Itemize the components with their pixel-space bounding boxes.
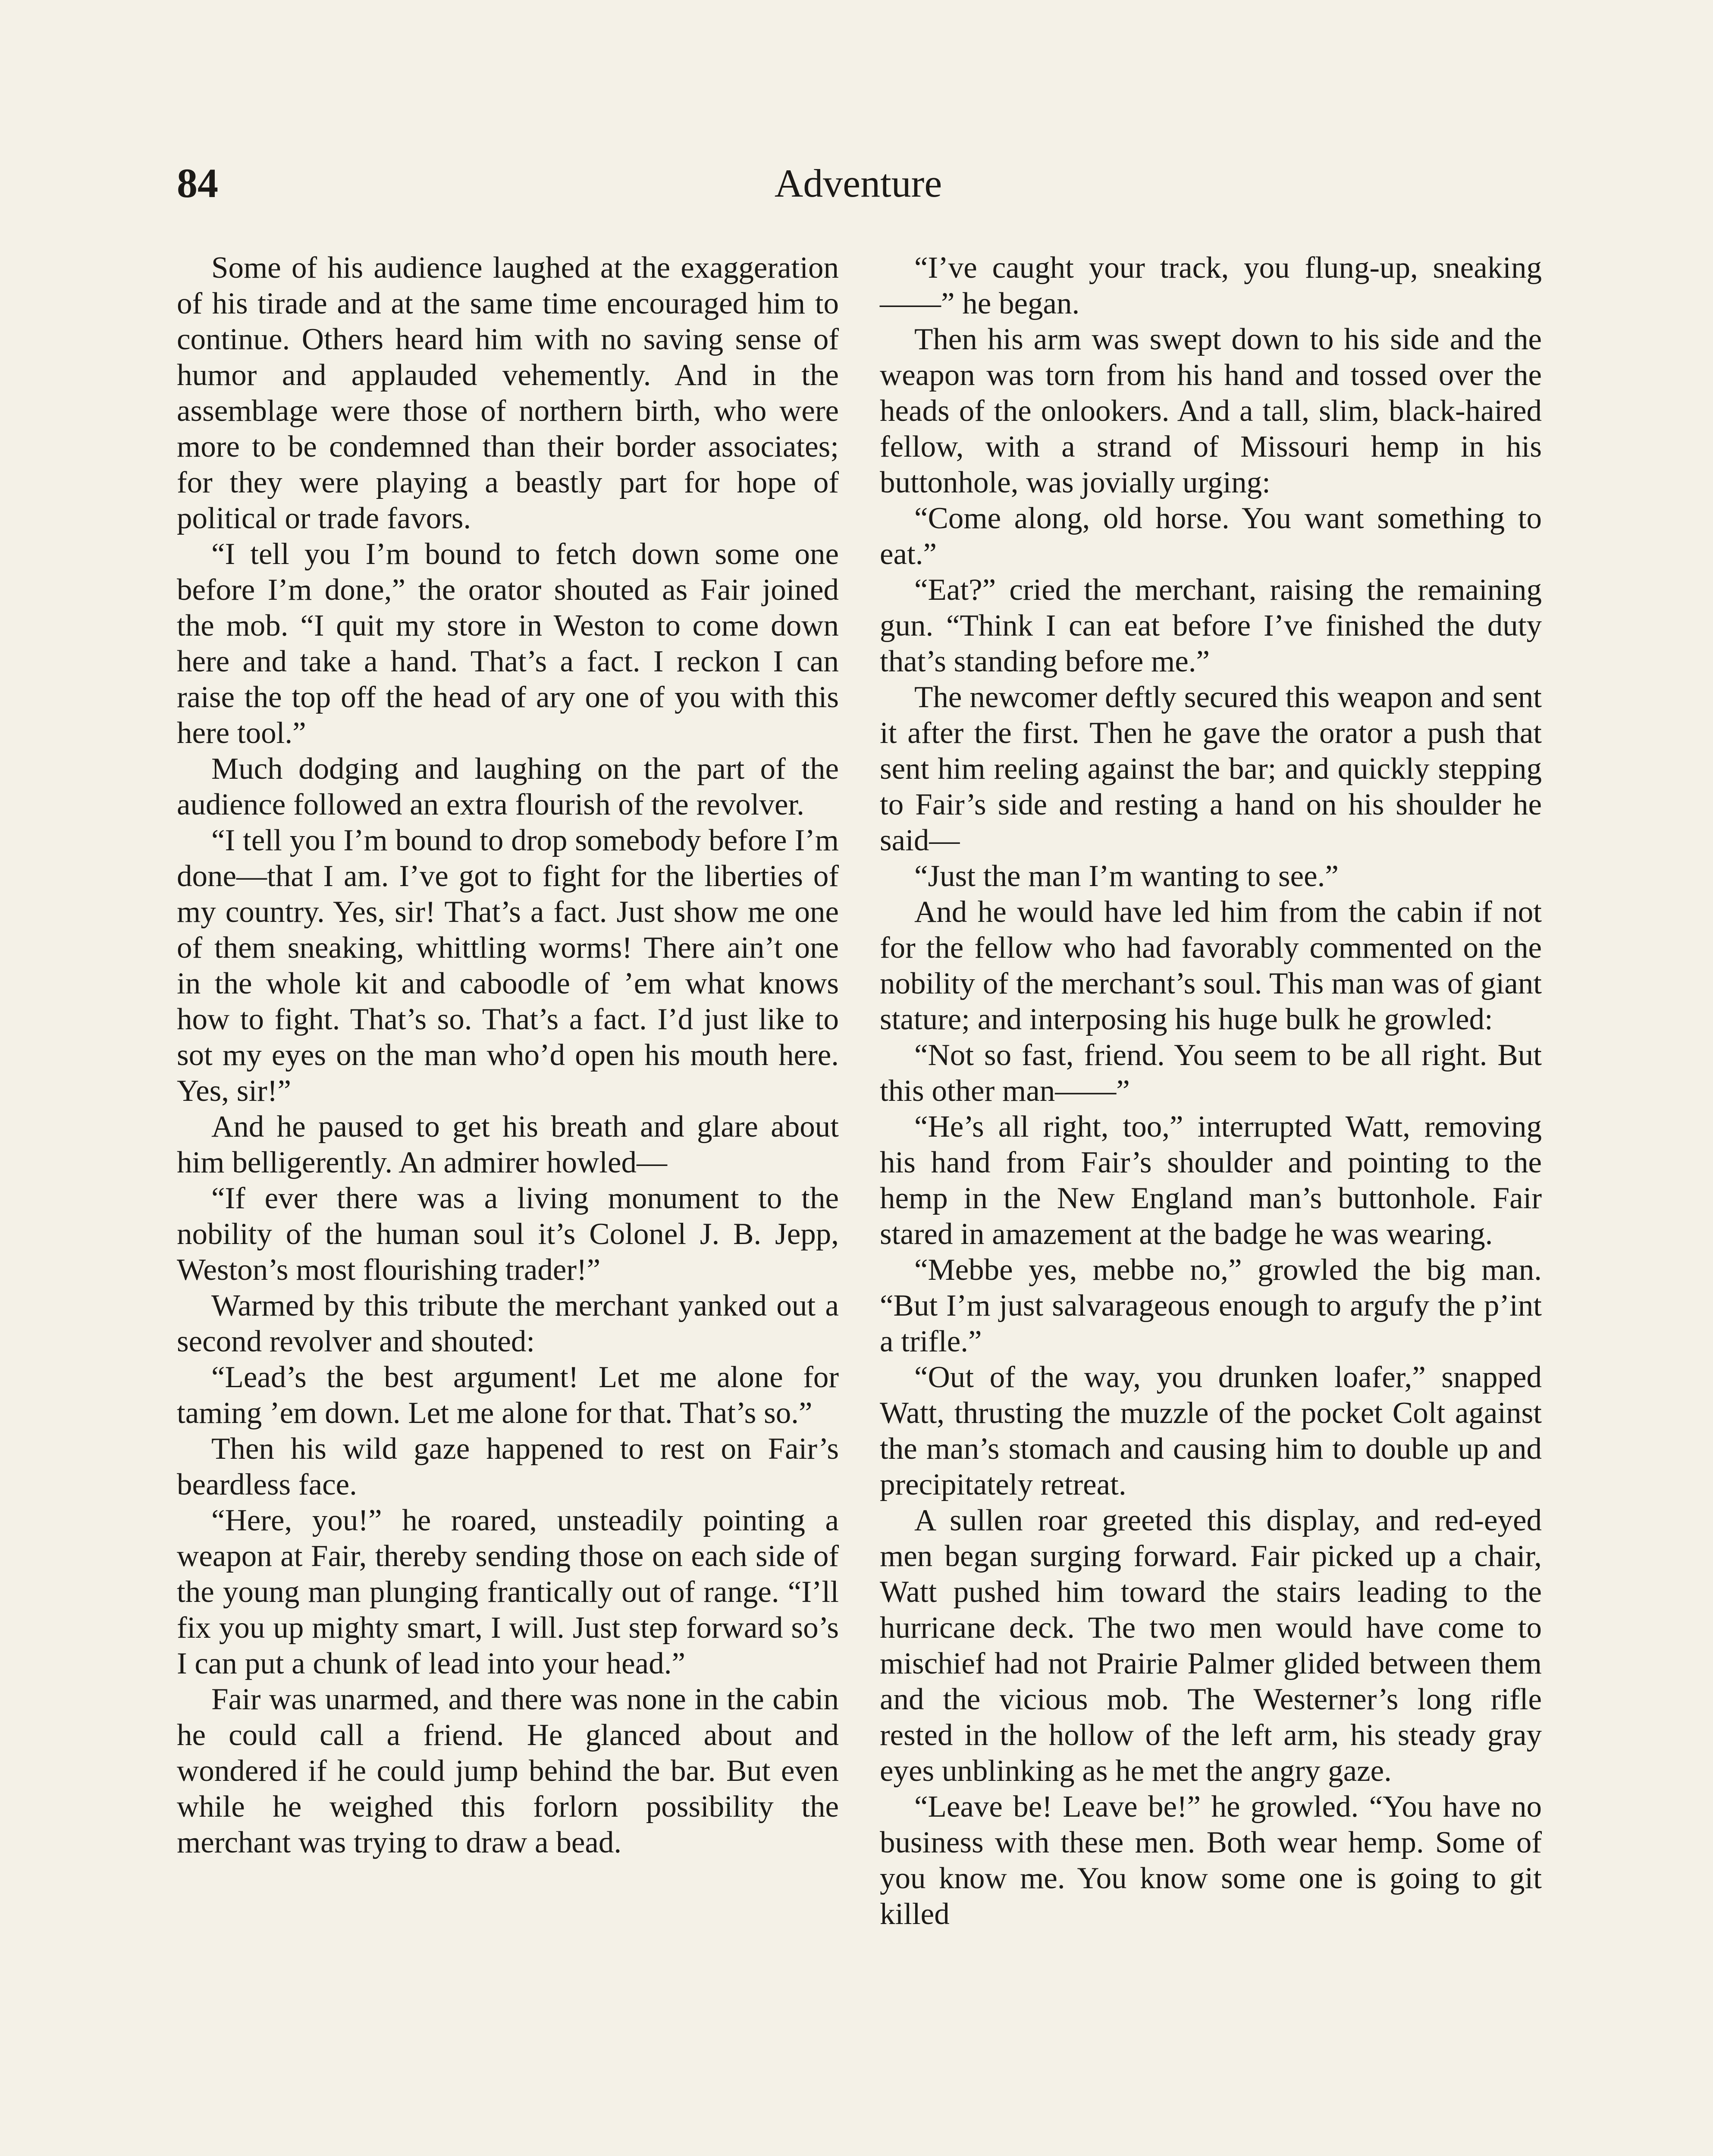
page-header: [177, 160, 1540, 207]
left-column: [177, 250, 839, 1861]
paragraph: “If ever there was a living monument to the nobility of the human soul it’s Colonel J. B. Jepp, Weston’s most flourishing trader!”: [177, 1181, 839, 1287]
paragraph: “He’s all right, too,” interrupted Watt, removing his hand from Fair’s shoulder and pointing to the hemp in the New England man’s buttonhole. Fair stared in amazement at the badge he was wearing.: [880, 1110, 1542, 1251]
paragraph: The newcomer deftly secured this weapon and sent it after the first. Then he gave the orator a push that sent him reeling against the bar; and quickly stepping to Fair’s side and resting a hand on his shoulder he said—: [880, 680, 1542, 857]
paragraph: “Lead’s the best argument! Let me alone for taming ’em down. Let me alone for that. That’s so.”: [177, 1360, 839, 1430]
paragraph: “Leave be! Leave be!” he growled. “You have no business with these men. Both wear hemp. Some of you know me. You know some one is going to git killed: [880, 1790, 1542, 1931]
paragraph: Warmed by this tribute the merchant yanked out a second revolver and shouted:: [177, 1289, 839, 1358]
running-title: Adventure: [774, 161, 942, 205]
paragraph: “I’ve caught your track, you flung-up, sneaking ——” he began.: [880, 251, 1542, 320]
paragraph: “Here, you!” he roared, unsteadily pointing a weapon at Fair, thereby sending those on each side of the young man plunging frantically out of range. “I’ll fix you up mighty smart, I will. Just step forward so’s I can put a chunk of lead into your head.”: [177, 1504, 839, 1680]
paragraph: “Not so fast, friend. You seem to be all right. But this other man——”: [880, 1038, 1542, 1108]
paragraph: Much dodging and laughing on the part of the audience followed an extra flourish of the revolver.: [177, 752, 839, 821]
paragraph: “Come along, old horse. You want something to eat.”: [880, 501, 1542, 571]
paragraph: “Out of the way, you drunken loafer,” snapped Watt, thrusting the muzzle of the pocket Colt against the man’s stomach and causing him to double up and precipitately retreat.: [880, 1360, 1542, 1501]
paragraph: And he paused to get his breath and glare about him belligerently. An admirer howled—: [177, 1110, 839, 1179]
paragraph: “I tell you I’m bound to drop somebody before I’m done—that I am. I’ve got to fight for the liberties of my country. Yes, sir! That’s a fact. Just show me one of them sneaking, whittling worms! There ain’t one in the whole kit and caboodle of ’em what knows how to fight. That’s so. That’s a fact. I’d just like to sot my eyes on the man who’d open his mouth here. Yes, sir!”: [177, 824, 839, 1108]
paragraph: Some of his audience laughed at the exaggeration of his tirade and at the same time encouraged him to continue. Others heard him with no saving sense of humor and applauded vehemently. And in the assemblage were those of northern birth, who were more to be condemned than their border associates; for they were playing a beastly part for hope of political or trade favors.: [177, 251, 839, 535]
paragraph: “Mebbe yes, mebbe no,” growled the big man. “But I’m just salvarageous enough to argufy the p’int a trifle.”: [880, 1253, 1542, 1358]
paragraph: “Eat?” cried the merchant, raising the remaining gun. “Think I can eat before I’ve finished the duty that’s standing before me.”: [880, 573, 1542, 678]
paragraph: A sullen roar greeted this display, and red-eyed men began surging forward. Fair picked up a chair, Watt pushed him toward the stairs leading to the hurricane deck. The two men would have come to mischief had not Prairie Palmer glided between them and the vicious mob. The Westerner’s long rifle rested in the hollow of the left arm, his steady gray eyes unblinking as he met the angry gaze.: [880, 1504, 1542, 1788]
paragraph: “Just the man I’m wanting to see.”: [914, 859, 1339, 893]
page-number: 84: [177, 160, 218, 206]
paragraph: “I tell you I’m bound to fetch down some one before I’m done,” the orator shouted as Fair joined the mob. “I quit my store in Weston to come down here and take a hand. That’s a fact. I reckon I can raise the top off the head of ary one of you with this here tool.”: [177, 537, 839, 750]
right-column: [880, 250, 1542, 1932]
paragraph: And he would have led him from the cabin if not for the fellow who had favorably commented on the nobility of the merchant’s soul. This man was of giant stature; and interposing his huge bulk he growled:: [880, 895, 1542, 1036]
paragraph: Then his arm was swept down to his side and the weapon was torn from his hand and tossed over the heads of the onlookers. And a tall, slim, black-haired fellow, with a strand of Missouri hemp in his buttonhole, was jovially urging:: [880, 323, 1542, 499]
paragraph: Fair was unarmed, and there was none in the cabin he could call a friend. He glanced about and wondered if he could jump behind the bar. But even while he weighed this forlorn possibility the merchant was trying to draw a bead.: [177, 1683, 839, 1859]
paragraph: Then his wild gaze happened to rest on Fair’s beardless face.: [177, 1432, 839, 1501]
